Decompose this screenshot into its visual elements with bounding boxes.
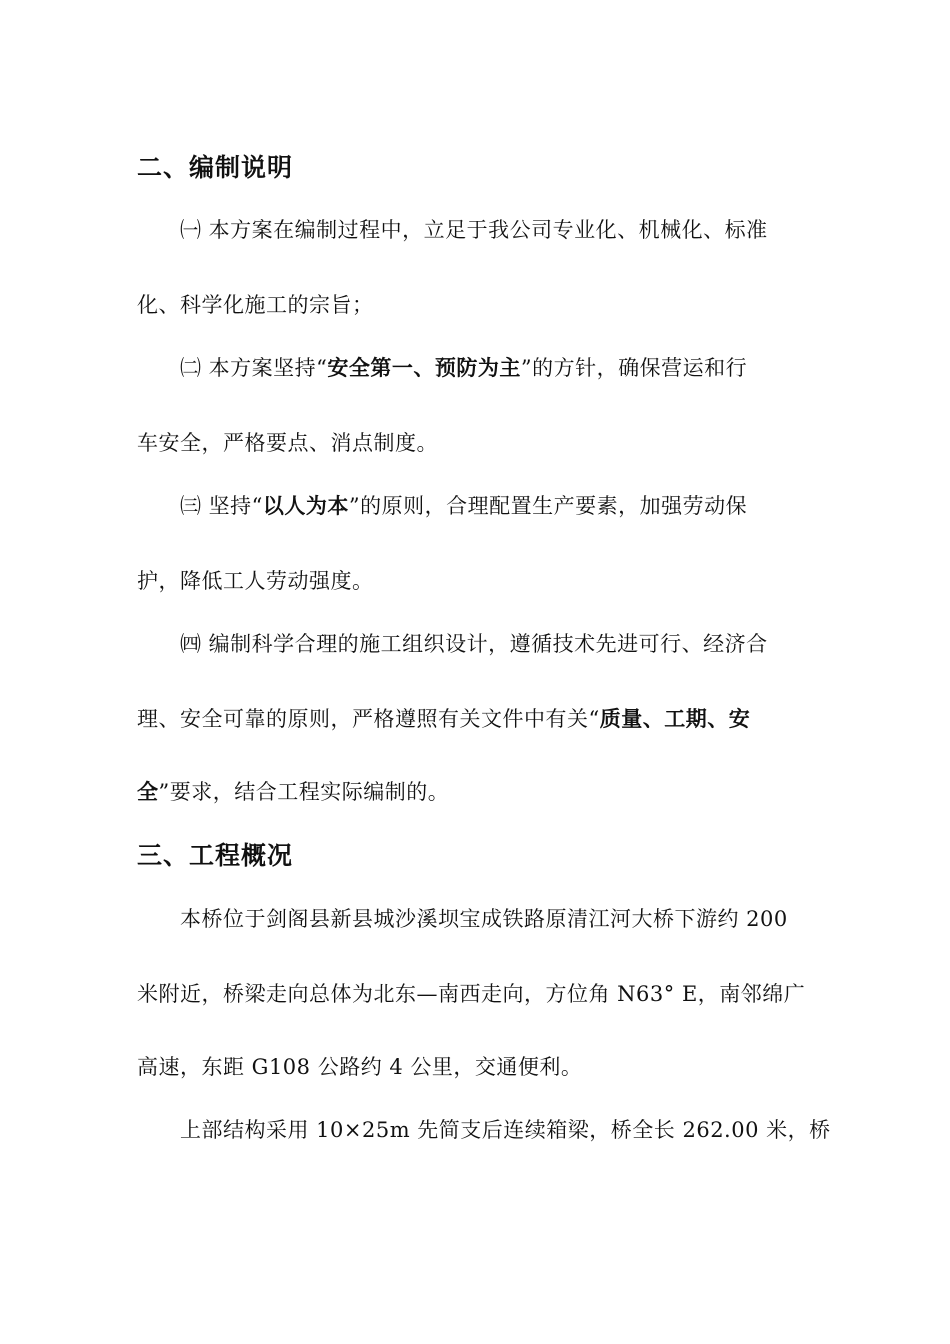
paragraph-3-line-2: 护，降低工人劳动强度。 <box>137 569 374 593</box>
paragraph-4-bold-phrase-cont: 全 <box>137 779 159 804</box>
paragraph-1-line-1: ㈠ 本方案在编制过程中，立足于我公司专业化、机械化、标准 <box>180 218 768 242</box>
paragraph-2-line-1 <box>180 352 747 382</box>
overview-paragraph-2-line-1: 上部结构采用 10×25m 先简支后连续箱梁，桥全长 262.00 米，桥 <box>180 1118 831 1142</box>
section-heading-compilation-notes: 二、编制说明 <box>137 153 294 182</box>
paragraph-1-line-2: 化、科学化施工的宗旨； <box>137 293 374 317</box>
overview-paragraph-1-line-3: 高速，东距 G108 公路约 4 公里，交通便利。 <box>137 1055 583 1079</box>
paragraph-3-line-1 <box>180 490 747 520</box>
overview-paragraph-1-line-2: 米附近，桥梁走向总体为北东—南西走向，方位角 N63° E，南邻绵广 <box>137 982 806 1006</box>
paragraph-3-text-pre: ㈢ 坚持“ <box>180 494 263 518</box>
paragraph-2-bold-phrase: 安全第一、预防为主 <box>327 355 521 380</box>
paragraph-4-line-2 <box>137 703 750 733</box>
paragraph-4-line-3 <box>137 776 449 806</box>
overview-paragraph-1-line-1: 本桥位于剑阁县新县城沙溪坝宝成铁路原清江河大桥下游约 200 <box>180 907 788 931</box>
paragraph-4-line-1: ㈣ 编制科学合理的施工组织设计，遵循技术先进可行、经济合 <box>180 632 768 656</box>
paragraph-4-bold-phrase: 质量、工期、安 <box>599 706 751 731</box>
paragraph-3-bold-phrase: 以人为本 <box>262 493 349 518</box>
paragraph-2-line-2: 车安全，严格要点、消点制度。 <box>137 431 438 455</box>
section-heading-project-overview: 三、工程概况 <box>137 841 294 870</box>
paragraph-4-text-pre: 理、安全可靠的原则，严格遵照有关文件中有关“ <box>137 707 600 731</box>
paragraph-4-text-post: ”要求，结合工程实际编制的。 <box>158 780 450 804</box>
paragraph-2-text-pre: ㈡ 本方案坚持“ <box>180 356 328 380</box>
paragraph-2-text-post: ”的方针，确保营运和行 <box>520 356 748 380</box>
paragraph-3-text-post: ”的原则，合理配置生产要素，加强劳动保 <box>348 494 748 518</box>
